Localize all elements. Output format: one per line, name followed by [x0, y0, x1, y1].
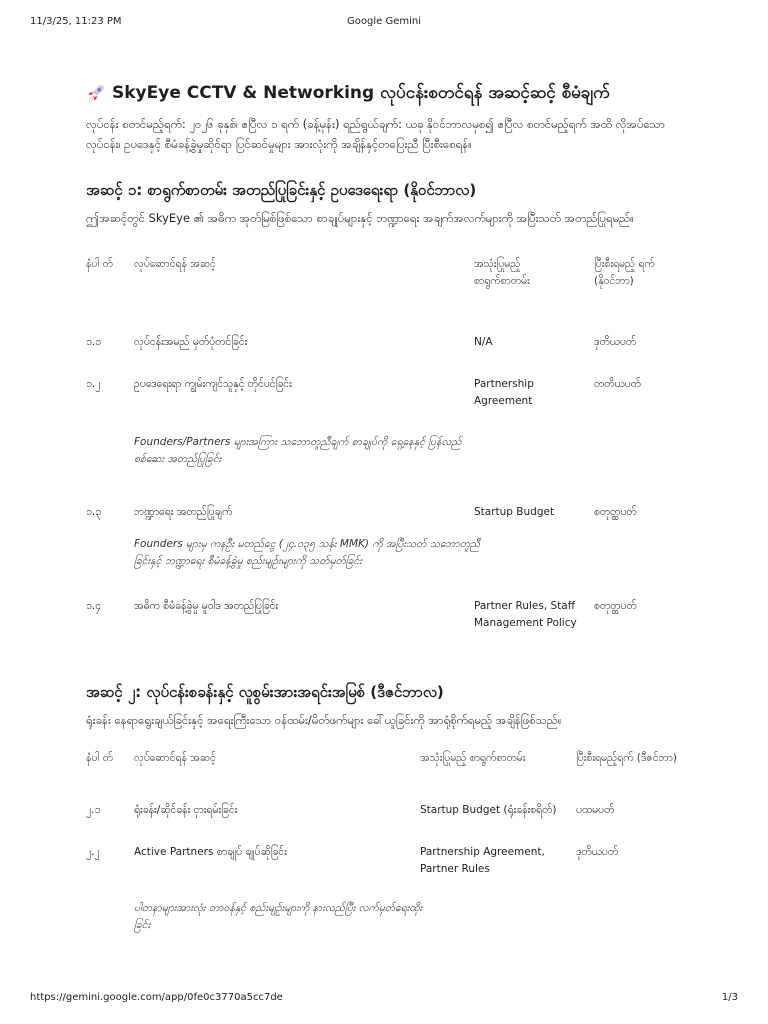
rocket-icon: [86, 83, 106, 103]
row-note: Founders များမှ ကနဦး မတည်ငွေ (၂၄.၀၃၅ သန်း MMK) ကို အပြီးသတ် သဘောတူညီခြင်းနှင့် ဘဏ္ဍာရေး စီမံခန့်ခွဲမှု စည်းမျဉ်းများကို သတ်မှတ်ခြင်း: [134, 538, 480, 567]
row-action: အဓိက စီမံခန့်ခွဲမှု မူဝါဒ အတည်ပြုခြင်း: [134, 600, 279, 612]
row-docs: Startup Budget: [474, 506, 555, 518]
phase1-title: အဆင့် ၁: စာရွက်စာတမ်း အတည်ပြုခြင်းနှင့် ဥပဒေရေးရာ (နိုဝင်ဘာလ): [86, 181, 477, 199]
table-header-row: [86, 750, 682, 784]
row-no: ၂.၂: [86, 846, 100, 858]
row-no: ၁.၃: [86, 506, 102, 518]
row-action: လုပ်ငန်းအမည် မှတ်ပုံတင်ခြင်း: [134, 336, 248, 348]
print-footer: [30, 992, 738, 1006]
row-note: Founders/Partners များအကြား သဘောတူညီချက် စာချုပ်ကို ရှေ့နေနှင့် ပြန်လည်စစ်ဆေး အတည်ပြုခြင်း: [134, 436, 462, 465]
row-deadline: တတိယပတ်: [594, 378, 641, 390]
print-url: https://gemini.google.com/app/0fe0c3770a5cc7de: [30, 992, 283, 1003]
row-action: ဘဏ္ဍာရေး အတည်ပြုချက်: [134, 506, 233, 518]
header-no: နံပါ တ်: [86, 752, 113, 764]
row-deadline: ပထမပတ်: [576, 804, 615, 816]
row-no: ၁.၂: [86, 378, 101, 390]
print-page-title: Google Gemini: [347, 16, 421, 27]
row-action: ဥပဒေရေးရာ ကျွမ်းကျင်သူနှင့် တိုင်ပင်ခြင်း: [134, 378, 292, 390]
document-content: [86, 80, 682, 931]
document-title-text: SkyEye CCTV & Networking လုပ်ငန်းစတင်ရန် အဆင့်ဆင့် စီမံချက်: [112, 83, 610, 103]
print-datetime: 11/3/25, 11:23 PM: [30, 16, 122, 27]
print-page-number: 1/3: [721, 992, 738, 1003]
table-header-row: [86, 256, 682, 306]
phase1-table: [86, 256, 682, 636]
phase2-section: [86, 680, 682, 950]
row-deadline: စတုတ္ထပတ်: [594, 600, 637, 612]
row-docs: Partnership Agreement: [474, 378, 534, 407]
phase2-table: [86, 750, 682, 950]
header-deadline: ပြီးစီးရမည့်ရက် (ဒီဇင်ဘာ): [576, 752, 677, 764]
row-action: Active Partners စာချုပ် ချုပ်ဆိုခြင်း: [134, 846, 287, 858]
row-note: ပါတနာများအားလုံး တာဝန်နှင့် စည်းမျဉ်းများကို နားလည်ပြီး လက်မှတ်ရေးထိုးခြင်း: [134, 902, 423, 931]
document-title: [86, 80, 682, 106]
row-docs: N/A: [474, 336, 493, 348]
row-no: ၁.၁: [86, 336, 102, 348]
row-deadline: ဒုတိယပတ်: [594, 336, 637, 348]
phase1-section: [86, 178, 682, 636]
header-action: လုပ်ဆောင်ရန် အဆင့်: [134, 258, 216, 270]
row-no: ၁.၄: [86, 600, 102, 612]
header-no: နံပါ တ်: [86, 258, 113, 270]
row-deadline: ဒုတိယပတ်: [576, 846, 619, 858]
header-action: လုပ်ဆောင်ရန် အဆင့်: [134, 752, 216, 764]
row-action: ရုံးခန်း/ဆိုင်ခန်း ငှားရမ်းခြင်း: [134, 804, 238, 816]
document-intro: လုပ်ငန်း စတင်မည့်ရက်: ၂၀၂၆ ခုနှစ်၊ ဧပြီလ ၁ ရက် (ခန့်မှန်း) ရည်ရွယ်ချက်: ယခု နိုဝင်ဘာလမှစ၍ ဧပြီလ စတင်မည့်ရက် အထိ လိုအပ်သော လုပ်ငန်း၊ ဥပဒေနှင့် စီမံခန့်ခွဲမှုဆိုင်ရာ ပြင်ဆင်မှုများ အားလုံးကို အချိန်နှင့်တပြေးညီ ပြီးစီးစေရန်။: [86, 117, 666, 151]
row-docs: Partner Rules, Staff Management Policy: [474, 600, 577, 629]
phase2-title: အဆင့် ၂: လုပ်ငန်းစခန်းနှင့် လူစွမ်းအားအရင်းအမြစ် (ဒီဇင်ဘာလ): [86, 683, 444, 701]
row-deadline: စတုတ္ထပတ်: [594, 506, 637, 518]
print-header: [30, 16, 738, 30]
row-no: ၂.၁: [86, 804, 101, 816]
header-deadline: ပြီးစီးရမည့် ရက် (နိုဝင်ဘာ): [594, 258, 655, 287]
header-docs: အသုံးပြုမည့် စာရွက်စာတမ်း: [420, 752, 526, 764]
header-docs: အသုံးပြုမည့် စာရွက်စာတမ်း: [474, 258, 530, 287]
row-docs: Startup Budget (ရုံးခန်းစရိတ်): [420, 804, 557, 816]
phase2-description: ရုံးခန်း နေရာရွေးချယ်ခြင်းနှင့် အရေးကြီးသော ဝန်ထမ်း/မိတ်ဖက်များ ခေါ်ယူခြင်းကို အာရုံစိုက်ရမည့် အချိန်ဖြစ်သည်။: [86, 713, 562, 727]
row-docs: Partnership Agreement, Partner Rules: [420, 846, 545, 875]
phase1-description: ဤအဆင့်တွင် SkyEye ၏ အဓိက အုတ်မြစ်ဖြစ်သော စာချုပ်များနှင့် ဘဏ္ဍာရေး အချက်အလက်များကို အပြီးသတ် အတည်ပြုရမည်။: [86, 211, 634, 225]
